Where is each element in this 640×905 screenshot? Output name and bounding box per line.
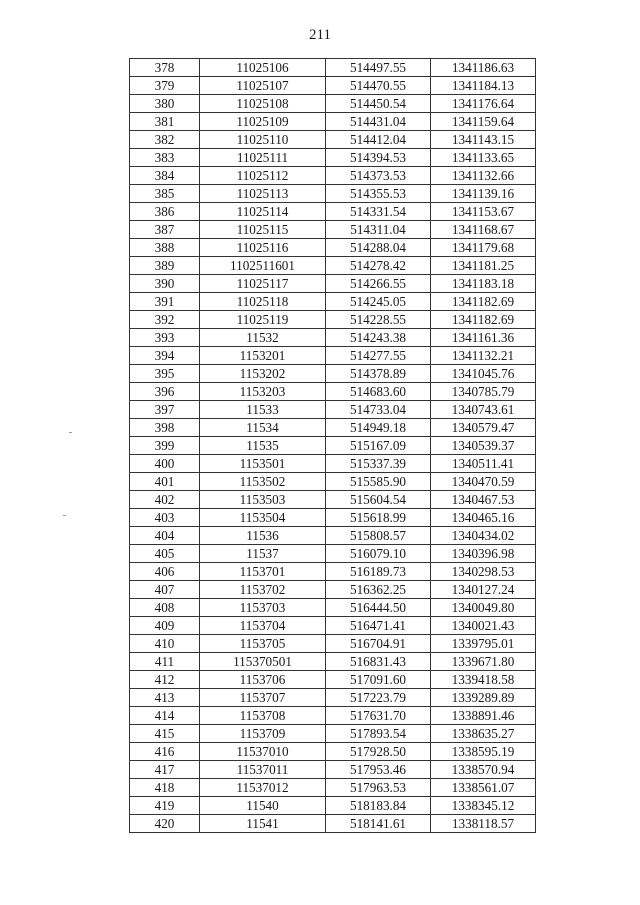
table-row	[130, 815, 536, 833]
y-coordinate-cell: 1341045.76	[431, 365, 536, 383]
table-row	[130, 797, 536, 815]
row-number-cell: 397	[130, 401, 200, 419]
table-row	[130, 509, 536, 527]
row-number-cell: 384	[130, 167, 200, 185]
point-id-cell: 11535	[200, 437, 326, 455]
y-coordinate-cell: 1340470.59	[431, 473, 536, 491]
row-number-cell: 412	[130, 671, 200, 689]
point-id-cell: 11025106	[200, 59, 326, 77]
y-coordinate-cell: 1341184.13	[431, 77, 536, 95]
point-id-cell: 1153502	[200, 473, 326, 491]
y-coordinate-cell: 1341186.63	[431, 59, 536, 77]
table-row	[130, 347, 536, 365]
scan-speck	[63, 515, 66, 516]
point-id-cell: 11025116	[200, 239, 326, 257]
table-row	[130, 455, 536, 473]
x-coordinate-cell: 517091.60	[326, 671, 431, 689]
row-number-cell: 396	[130, 383, 200, 401]
x-coordinate-cell: 516444.50	[326, 599, 431, 617]
table-row	[130, 149, 536, 167]
y-coordinate-cell: 1339671.80	[431, 653, 536, 671]
point-id-cell: 1153707	[200, 689, 326, 707]
point-id-cell: 11025112	[200, 167, 326, 185]
table-row	[130, 527, 536, 545]
x-coordinate-cell: 514288.04	[326, 239, 431, 257]
point-id-cell: 1153705	[200, 635, 326, 653]
x-coordinate-cell: 514266.55	[326, 275, 431, 293]
y-coordinate-cell: 1338595.19	[431, 743, 536, 761]
point-id-cell: 11536	[200, 527, 326, 545]
point-id-cell: 1102511601	[200, 257, 326, 275]
row-number-cell: 395	[130, 365, 200, 383]
x-coordinate-cell: 514278.42	[326, 257, 431, 275]
y-coordinate-cell: 1341133.65	[431, 149, 536, 167]
row-number-cell: 386	[130, 203, 200, 221]
table-row	[130, 419, 536, 437]
y-coordinate-cell: 1340127.24	[431, 581, 536, 599]
x-coordinate-cell: 514431.04	[326, 113, 431, 131]
point-id-cell: 1153503	[200, 491, 326, 509]
table-row	[130, 689, 536, 707]
table-row	[130, 329, 536, 347]
point-id-cell: 1153709	[200, 725, 326, 743]
point-id-cell: 11025111	[200, 149, 326, 167]
x-coordinate-cell: 514373.53	[326, 167, 431, 185]
y-coordinate-cell: 1338570.94	[431, 761, 536, 779]
y-coordinate-cell: 1340467.53	[431, 491, 536, 509]
row-number-cell: 401	[130, 473, 200, 491]
row-number-cell: 380	[130, 95, 200, 113]
point-id-cell: 11533	[200, 401, 326, 419]
table-row	[130, 779, 536, 797]
x-coordinate-cell: 516189.73	[326, 563, 431, 581]
y-coordinate-cell: 1340785.79	[431, 383, 536, 401]
row-number-cell: 417	[130, 761, 200, 779]
row-number-cell: 404	[130, 527, 200, 545]
x-coordinate-cell: 514331.54	[326, 203, 431, 221]
row-number-cell: 408	[130, 599, 200, 617]
table-row	[130, 599, 536, 617]
row-number-cell: 383	[130, 149, 200, 167]
table-row	[130, 95, 536, 113]
table-row	[130, 383, 536, 401]
point-id-cell: 11534	[200, 419, 326, 437]
point-id-cell: 11025117	[200, 275, 326, 293]
x-coordinate-cell: 517223.79	[326, 689, 431, 707]
row-number-cell: 389	[130, 257, 200, 275]
table-row	[130, 59, 536, 77]
point-id-cell: 1153202	[200, 365, 326, 383]
x-coordinate-cell: 514277.55	[326, 347, 431, 365]
row-number-cell: 390	[130, 275, 200, 293]
table-row	[130, 617, 536, 635]
row-number-cell: 393	[130, 329, 200, 347]
table-row	[130, 185, 536, 203]
y-coordinate-cell: 1340021.43	[431, 617, 536, 635]
x-coordinate-cell: 518141.61	[326, 815, 431, 833]
row-number-cell: 411	[130, 653, 200, 671]
point-id-cell: 1153501	[200, 455, 326, 473]
y-coordinate-cell: 1341132.21	[431, 347, 536, 365]
row-number-cell: 416	[130, 743, 200, 761]
point-id-cell: 11532	[200, 329, 326, 347]
y-coordinate-cell: 1341182.69	[431, 293, 536, 311]
point-id-cell: 11025113	[200, 185, 326, 203]
point-id-cell: 1153706	[200, 671, 326, 689]
table-row	[130, 365, 536, 383]
y-coordinate-cell: 1341182.69	[431, 311, 536, 329]
table-row	[130, 491, 536, 509]
point-id-cell: 11540	[200, 797, 326, 815]
point-id-cell: 1153504	[200, 509, 326, 527]
row-number-cell: 413	[130, 689, 200, 707]
y-coordinate-cell: 1341139.16	[431, 185, 536, 203]
table-row	[130, 635, 536, 653]
x-coordinate-cell: 517631.70	[326, 707, 431, 725]
table-row	[130, 653, 536, 671]
table-row	[130, 167, 536, 185]
point-id-cell: 1153702	[200, 581, 326, 599]
table-row	[130, 401, 536, 419]
y-coordinate-cell: 1341159.64	[431, 113, 536, 131]
scan-speck	[69, 432, 72, 433]
y-coordinate-cell: 1339418.58	[431, 671, 536, 689]
x-coordinate-cell: 514450.54	[326, 95, 431, 113]
row-number-cell: 379	[130, 77, 200, 95]
y-coordinate-cell: 1340049.80	[431, 599, 536, 617]
table-row	[130, 473, 536, 491]
y-coordinate-cell: 1338561.07	[431, 779, 536, 797]
y-coordinate-cell: 1341183.18	[431, 275, 536, 293]
table-row	[130, 293, 536, 311]
x-coordinate-cell: 516471.41	[326, 617, 431, 635]
row-number-cell: 387	[130, 221, 200, 239]
row-number-cell: 414	[130, 707, 200, 725]
point-id-cell: 11025119	[200, 311, 326, 329]
point-id-cell: 11025109	[200, 113, 326, 131]
x-coordinate-cell: 515808.57	[326, 527, 431, 545]
y-coordinate-cell: 1338891.46	[431, 707, 536, 725]
y-coordinate-cell: 1340539.37	[431, 437, 536, 455]
point-id-cell: 11537	[200, 545, 326, 563]
x-coordinate-cell: 514497.55	[326, 59, 431, 77]
y-coordinate-cell: 1340743.61	[431, 401, 536, 419]
x-coordinate-cell: 517928.50	[326, 743, 431, 761]
x-coordinate-cell: 514394.53	[326, 149, 431, 167]
x-coordinate-cell: 515337.39	[326, 455, 431, 473]
row-number-cell: 381	[130, 113, 200, 131]
x-coordinate-cell: 514228.55	[326, 311, 431, 329]
table-row	[130, 203, 536, 221]
table-row	[130, 113, 536, 131]
x-coordinate-cell: 515167.09	[326, 437, 431, 455]
x-coordinate-cell: 514378.89	[326, 365, 431, 383]
coordinate-table	[129, 58, 536, 833]
y-coordinate-cell: 1341181.25	[431, 257, 536, 275]
y-coordinate-cell: 1340579.47	[431, 419, 536, 437]
row-number-cell: 378	[130, 59, 200, 77]
row-number-cell: 405	[130, 545, 200, 563]
row-number-cell: 391	[130, 293, 200, 311]
table-row	[130, 221, 536, 239]
table-body	[130, 59, 536, 833]
y-coordinate-cell: 1338635.27	[431, 725, 536, 743]
x-coordinate-cell: 517893.54	[326, 725, 431, 743]
table-row	[130, 743, 536, 761]
y-coordinate-cell: 1341143.15	[431, 131, 536, 149]
x-coordinate-cell: 514733.04	[326, 401, 431, 419]
table-row	[130, 581, 536, 599]
row-number-cell: 394	[130, 347, 200, 365]
row-number-cell: 409	[130, 617, 200, 635]
y-coordinate-cell: 1341168.67	[431, 221, 536, 239]
table-row	[130, 671, 536, 689]
point-id-cell: 1153703	[200, 599, 326, 617]
point-id-cell: 1153203	[200, 383, 326, 401]
point-id-cell: 1153708	[200, 707, 326, 725]
y-coordinate-cell: 1340298.53	[431, 563, 536, 581]
row-number-cell: 410	[130, 635, 200, 653]
y-coordinate-cell: 1338118.57	[431, 815, 536, 833]
y-coordinate-cell: 1339289.89	[431, 689, 536, 707]
point-id-cell: 1153201	[200, 347, 326, 365]
x-coordinate-cell: 518183.84	[326, 797, 431, 815]
table-row	[130, 239, 536, 257]
y-coordinate-cell: 1341153.67	[431, 203, 536, 221]
x-coordinate-cell: 514245.05	[326, 293, 431, 311]
row-number-cell: 388	[130, 239, 200, 257]
x-coordinate-cell: 516079.10	[326, 545, 431, 563]
row-number-cell: 400	[130, 455, 200, 473]
x-coordinate-cell: 517953.46	[326, 761, 431, 779]
x-coordinate-cell: 514243.38	[326, 329, 431, 347]
table-row	[130, 275, 536, 293]
x-coordinate-cell: 515585.90	[326, 473, 431, 491]
point-id-cell: 1153704	[200, 617, 326, 635]
x-coordinate-cell: 516362.25	[326, 581, 431, 599]
x-coordinate-cell: 517963.53	[326, 779, 431, 797]
y-coordinate-cell: 1340396.98	[431, 545, 536, 563]
table-row	[130, 131, 536, 149]
row-number-cell: 415	[130, 725, 200, 743]
y-coordinate-cell: 1341161.36	[431, 329, 536, 347]
table-row	[130, 77, 536, 95]
table-row	[130, 707, 536, 725]
x-coordinate-cell: 515604.54	[326, 491, 431, 509]
y-coordinate-cell: 1339795.01	[431, 635, 536, 653]
point-id-cell: 11537011	[200, 761, 326, 779]
table-row	[130, 311, 536, 329]
row-number-cell: 402	[130, 491, 200, 509]
table-row	[130, 545, 536, 563]
page-number: 211	[309, 27, 331, 43]
y-coordinate-cell: 1340465.16	[431, 509, 536, 527]
row-number-cell: 385	[130, 185, 200, 203]
y-coordinate-cell: 1341176.64	[431, 95, 536, 113]
x-coordinate-cell: 515618.99	[326, 509, 431, 527]
point-id-cell: 11025118	[200, 293, 326, 311]
row-number-cell: 399	[130, 437, 200, 455]
point-id-cell: 11025114	[200, 203, 326, 221]
x-coordinate-cell: 514311.04	[326, 221, 431, 239]
row-number-cell: 406	[130, 563, 200, 581]
point-id-cell: 11537012	[200, 779, 326, 797]
point-id-cell: 115370501	[200, 653, 326, 671]
y-coordinate-cell: 1338345.12	[431, 797, 536, 815]
x-coordinate-cell: 514412.04	[326, 131, 431, 149]
x-coordinate-cell: 516704.91	[326, 635, 431, 653]
x-coordinate-cell: 514470.55	[326, 77, 431, 95]
y-coordinate-cell: 1340434.02	[431, 527, 536, 545]
table-row	[130, 725, 536, 743]
table-row	[130, 437, 536, 455]
y-coordinate-cell: 1340511.41	[431, 455, 536, 473]
x-coordinate-cell: 514355.53	[326, 185, 431, 203]
point-id-cell: 11025115	[200, 221, 326, 239]
table-row	[130, 257, 536, 275]
row-number-cell: 392	[130, 311, 200, 329]
row-number-cell: 420	[130, 815, 200, 833]
row-number-cell: 407	[130, 581, 200, 599]
point-id-cell: 11025110	[200, 131, 326, 149]
point-id-cell: 11537010	[200, 743, 326, 761]
x-coordinate-cell: 514683.60	[326, 383, 431, 401]
x-coordinate-cell: 514949.18	[326, 419, 431, 437]
row-number-cell: 382	[130, 131, 200, 149]
point-id-cell: 11541	[200, 815, 326, 833]
point-id-cell: 11025108	[200, 95, 326, 113]
row-number-cell: 418	[130, 779, 200, 797]
row-number-cell: 398	[130, 419, 200, 437]
point-id-cell: 1153701	[200, 563, 326, 581]
y-coordinate-cell: 1341132.66	[431, 167, 536, 185]
point-id-cell: 11025107	[200, 77, 326, 95]
row-number-cell: 403	[130, 509, 200, 527]
y-coordinate-cell: 1341179.68	[431, 239, 536, 257]
table-row	[130, 761, 536, 779]
table-row	[130, 563, 536, 581]
x-coordinate-cell: 516831.43	[326, 653, 431, 671]
row-number-cell: 419	[130, 797, 200, 815]
